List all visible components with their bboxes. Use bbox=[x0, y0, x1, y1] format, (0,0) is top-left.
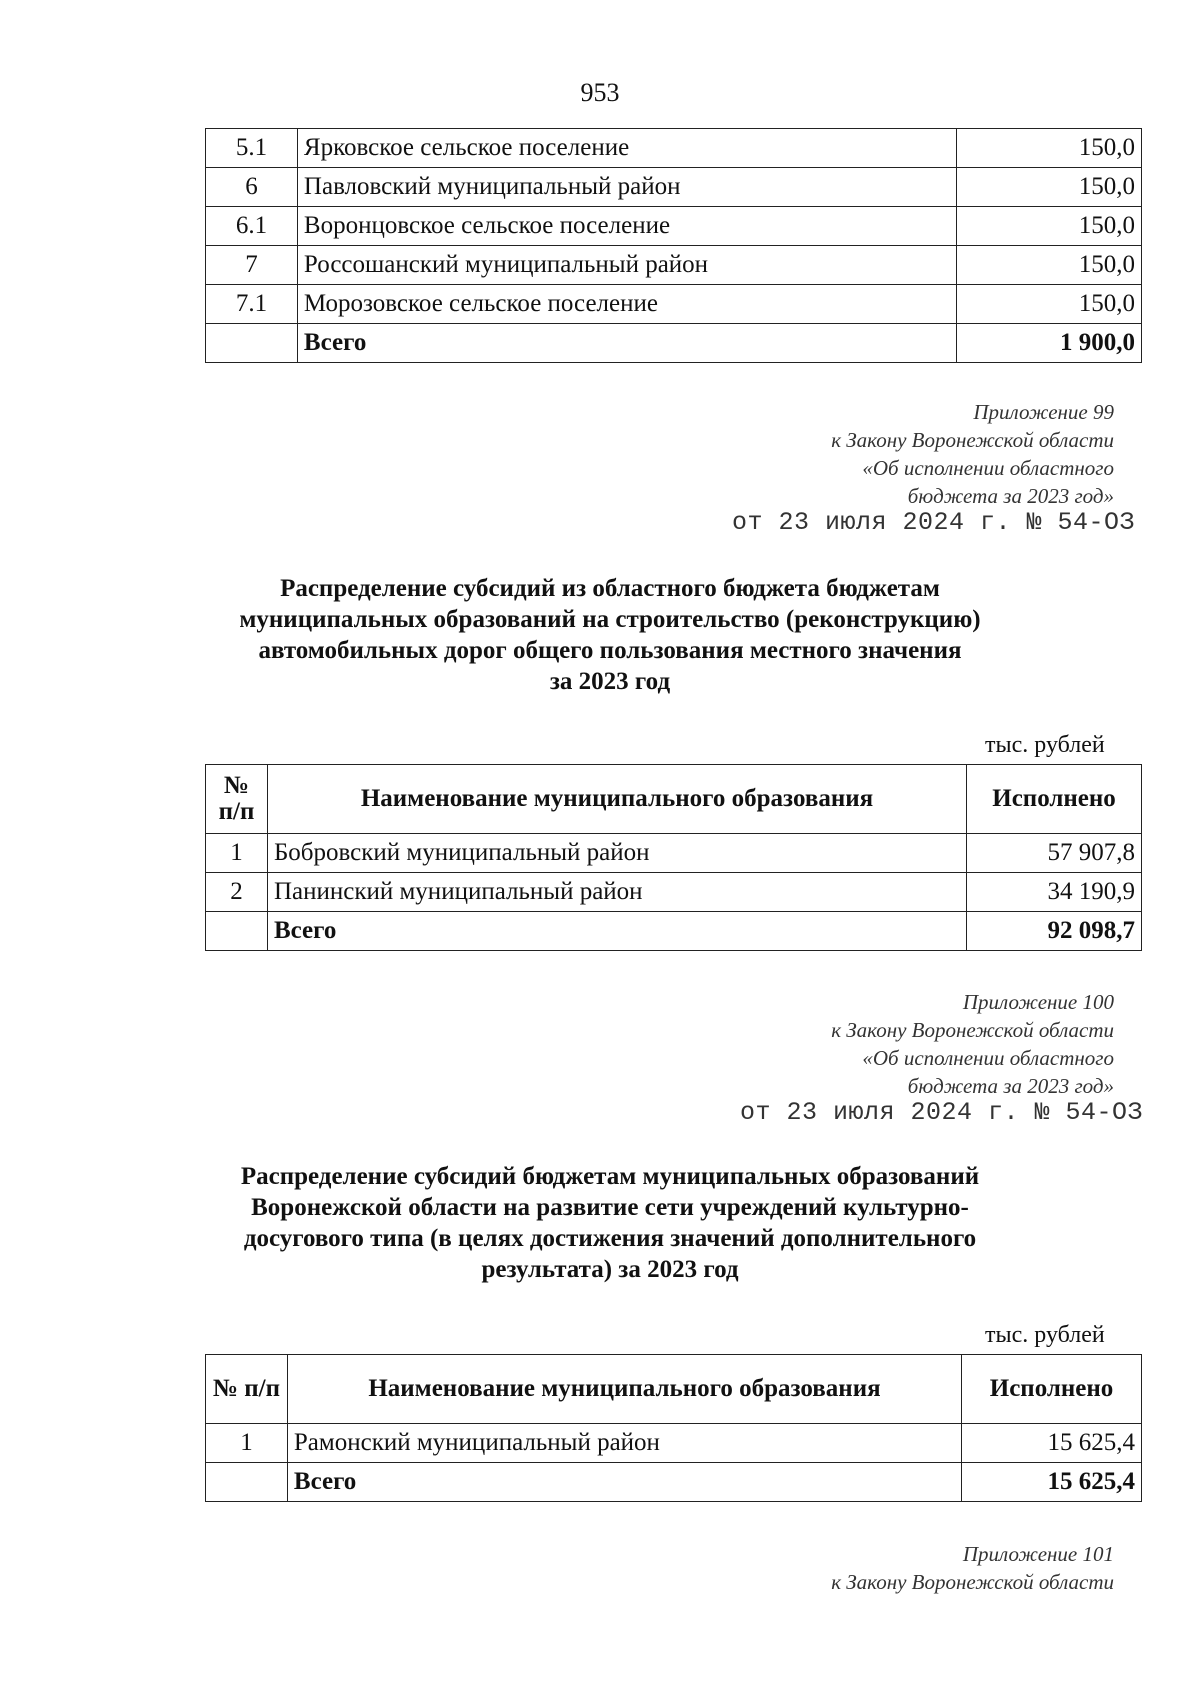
appendix-title: Приложение 100 bbox=[962, 990, 1114, 1014]
row-value: 150,0 bbox=[957, 285, 1142, 324]
section-title bbox=[200, 1161, 1020, 1285]
table-header-row bbox=[206, 1355, 1142, 1424]
title-line: Распределение субсидий бюджетам муниципальных образований bbox=[240, 1163, 980, 1190]
row-name: Воронцовское сельское поселение bbox=[297, 207, 956, 246]
total-value: 1 900,0 bbox=[957, 324, 1142, 363]
row-number bbox=[206, 912, 268, 951]
appendix-law-title: бюджета за 2023 год» bbox=[907, 1074, 1114, 1098]
header-value: Исполнено bbox=[962, 1355, 1142, 1424]
table-row bbox=[206, 246, 1142, 285]
row-number bbox=[206, 1463, 288, 1502]
header-name: Наименование муниципального образования bbox=[287, 1355, 961, 1424]
table-road-subsidies bbox=[205, 764, 1142, 951]
row-value: 150,0 bbox=[957, 168, 1142, 207]
row-value: 150,0 bbox=[957, 207, 1142, 246]
appendix-99-header bbox=[831, 398, 1114, 510]
total-value: 92 098,7 bbox=[967, 912, 1142, 951]
table-row bbox=[206, 129, 1142, 168]
appendix-title: Приложение 101 bbox=[962, 1542, 1114, 1566]
header-value: Исполнено bbox=[967, 765, 1142, 834]
row-number: 2 bbox=[206, 873, 268, 912]
table-row bbox=[206, 1424, 1142, 1463]
table-continuation bbox=[205, 128, 1142, 363]
row-name: Бобровский муниципальный район bbox=[267, 834, 966, 873]
row-number: 6 bbox=[206, 168, 298, 207]
row-number: 1 bbox=[206, 834, 268, 873]
row-name: Ярковское сельское поселение bbox=[297, 129, 956, 168]
row-number: 5.1 bbox=[206, 129, 298, 168]
title-line: Распределение субсидий из областного бюджета бюджетам bbox=[280, 575, 940, 602]
row-number: 1 bbox=[206, 1424, 288, 1463]
appendix-law-title: «Об исполнении областного bbox=[862, 456, 1114, 480]
row-number: 6.1 bbox=[206, 207, 298, 246]
total-label: Всего bbox=[297, 324, 956, 363]
table-total-row bbox=[206, 912, 1142, 951]
row-name: Павловский муниципальный район bbox=[297, 168, 956, 207]
table-row bbox=[206, 873, 1142, 912]
row-value: 34 190,9 bbox=[967, 873, 1142, 912]
title-line: автомобильных дорог общего пользования местного значения bbox=[258, 637, 962, 664]
total-label: Всего bbox=[287, 1463, 961, 1502]
table-row bbox=[206, 207, 1142, 246]
page-number: 953 bbox=[580, 78, 620, 107]
units-label: тыс. рублей bbox=[985, 732, 1105, 758]
appendix-law-title: бюджета за 2023 год» bbox=[907, 484, 1114, 508]
units-label: тыс. рублей bbox=[985, 1322, 1105, 1348]
appendix-title: Приложение 99 bbox=[973, 400, 1114, 424]
row-name: Морозовское сельское поселение bbox=[297, 285, 956, 324]
table-row bbox=[206, 834, 1142, 873]
appendix-law: к Закону Воронежской области bbox=[831, 428, 1114, 452]
row-number bbox=[206, 324, 298, 363]
row-name: Россошанский муниципальный район bbox=[297, 246, 956, 285]
table-row bbox=[206, 285, 1142, 324]
row-number: 7.1 bbox=[206, 285, 298, 324]
total-label: Всего bbox=[267, 912, 966, 951]
header-name: Наименование муниципального образования bbox=[267, 765, 966, 834]
row-name: Рамонский муниципальный район bbox=[287, 1424, 961, 1463]
row-value: 150,0 bbox=[957, 246, 1142, 285]
registration-stamp: от 23 июля 2024 г. № 54-ОЗ bbox=[732, 508, 1136, 537]
row-value: 15 625,4 bbox=[962, 1424, 1142, 1463]
registration-stamp: от 23 июля 2024 г. № 54-ОЗ bbox=[740, 1098, 1144, 1127]
title-line: досугового типа (в целях достижения значений дополнительного bbox=[243, 1225, 977, 1252]
appendix-law: к Закону Воронежской области bbox=[831, 1018, 1114, 1042]
row-value: 150,0 bbox=[957, 129, 1142, 168]
title-line: за 2023 год bbox=[549, 668, 671, 695]
appendix-100-header bbox=[831, 988, 1114, 1100]
row-value: 57 907,8 bbox=[967, 834, 1142, 873]
appendix-law-title: «Об исполнении областного bbox=[862, 1046, 1114, 1070]
table-culture-subsidies bbox=[205, 1354, 1142, 1502]
table-total-row bbox=[206, 324, 1142, 363]
title-line: результата) за 2023 год bbox=[481, 1256, 739, 1283]
row-number: 7 bbox=[206, 246, 298, 285]
table-header-row bbox=[206, 765, 1142, 834]
row-name: Панинский муниципальный район bbox=[267, 873, 966, 912]
section-title bbox=[200, 573, 1020, 697]
title-line: Воронежской области на развитие сети учреждений культурно- bbox=[251, 1194, 969, 1221]
table-total-row bbox=[206, 1463, 1142, 1502]
appendix-101-header bbox=[831, 1540, 1114, 1596]
table-row bbox=[206, 168, 1142, 207]
total-value: 15 625,4 bbox=[962, 1463, 1142, 1502]
header-number: № п/п bbox=[206, 765, 268, 834]
header-number: № п/п bbox=[206, 1355, 288, 1424]
appendix-law: к Закону Воронежской области bbox=[831, 1570, 1114, 1594]
title-line: муниципальных образований на строительство (реконструкцию) bbox=[239, 606, 981, 633]
